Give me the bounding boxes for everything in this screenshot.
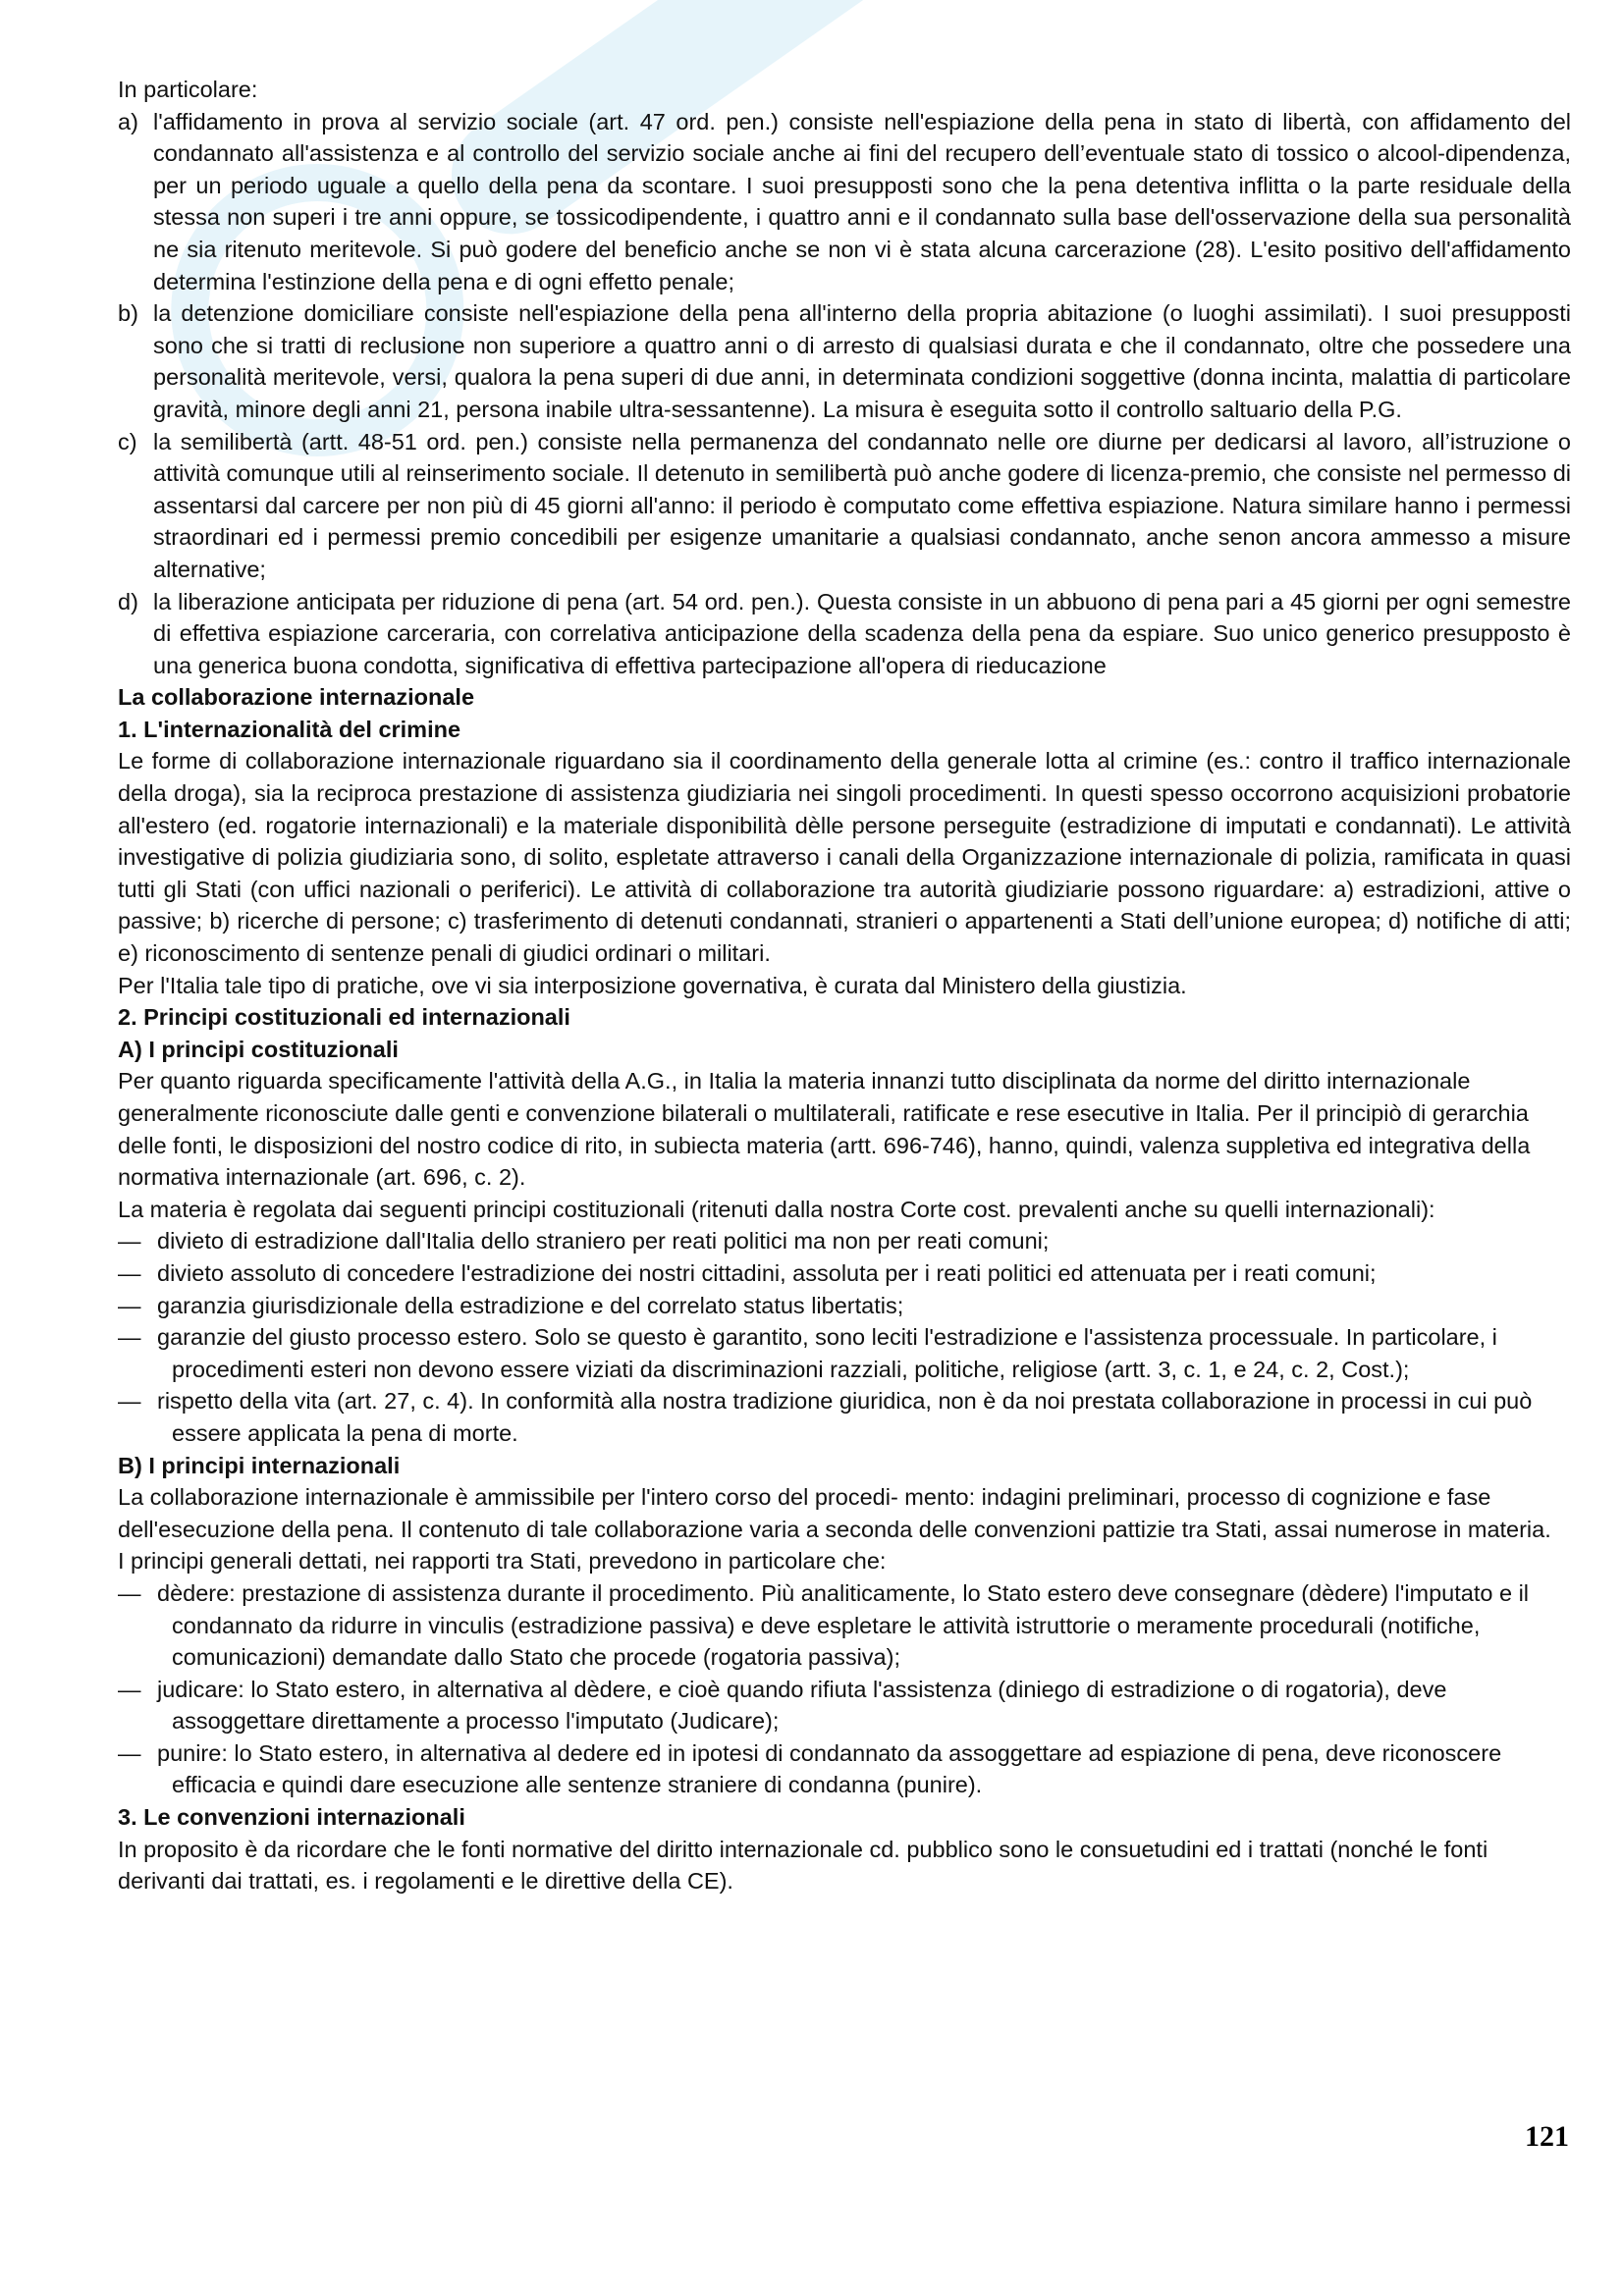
- list-text: l'affidamento in prova al servizio sociale (art. 47 ord. pen.) consiste nell'espiazione della pena in stato di libertà, con affidamento del condannato all'assistenza e al controllo del servizio sociale anche ai fini del recupero dell’eventuale stato di tossico o alcool-dipendenza, per un periodo uguale a quello della pena da scontare. I suoi presupposti sono che la pena detentiva inflitta o la parte residuale della stessa non superi i tre anni oppure, se tossicodipendente, i quattro anni e il condannato sulla base dell'osservazione della sua personalità ne sia ritenuto meritevole. Si può godere del beneficio anche se non vi è stata alcuna carcerazione (28). L'esito positivo dell'affidamento determina l'estinzione della pena e di ogni effetto penale;: [153, 108, 1571, 294]
- dash-item: [118, 1290, 1571, 1322]
- paragraph: Per quanto riguarda specificamente l'attività della A.G., in Italia la materia innanzi tutto disciplinata da norme del diritto internazionale generalmente riconosciute dalle genti e convenzione bilaterali o multilaterali, ratificate e rese esecutive in Italia. Per il principiò di gerarchia delle fonti, le disposizioni del nostro codice di rito, in subiecta materia (artt. 696-746), hanno, quindi, valenza suppletiva ed integrativa della normativa internazionale (art. 696, c. 2).: [118, 1068, 1531, 1191]
- section-heading: La collaborazione internazionale: [118, 684, 475, 711]
- list-text: la detenzione domiciliare consiste nell'espiazione della pena all'interno della propria abitazione (o luoghi assimilati). I suoi presupposti sono che si tratti di reclusione non superiore a quattro anni o di arresto di qualsiasi durata e che il condannato, oltre che possedere una personalità meritevole, versi, qualora la pena superi di due anni, in determinata condizioni soggettive (donna incinta, malattia di particolare gravità, minore degli anni 21, persona inabile ultra-sessantenne). La misura è eseguita sotto il controllo saltuario della P.G.: [153, 300, 1571, 422]
- list-label: d): [118, 588, 138, 614]
- paragraph: In proposito è da ricordare che le fonti normative del diritto internazionale cd. pubblico sono le consuetudini ed i trattati (nonché le fonti derivanti dai trattati, es. i regolamenti e le direttive della CE).: [118, 1836, 1488, 1895]
- document-page: [118, 74, 1571, 1897]
- dash-text: garanzia giurisdizionale della estradizione e del correlato status libertatis;: [157, 1292, 904, 1318]
- subsection-heading: 3. Le convenzioni internazionali: [118, 1804, 465, 1831]
- subsection-heading: 2. Principi costituzionali ed internazionali: [118, 1004, 570, 1031]
- paragraph: Le forme di collaborazione internazionale riguardano sia il coordinamento della generale lotta al crimine (es.: contro il traffico internazionale della droga), sia la reciproca prestazione di assistenza giudiziaria nei singoli procedimenti. In questi spesso occorrono acquisizioni probatorie all'estero (ed. rogatorie internazionali) e la materiale disponibilità dèlle persone perseguite (estradizione di imputati e condannati). Le attività investigative di polizia giudiziaria sono, di solito, espletate attraverso i canali della Organizzazione internazionale di polizia, ramificata in quasi tutti gli Stati (con uffici nazionali o periferici). Le attività di collaborazione tra autorità giudiziarie possono riguardare: a) estradizioni, attive o passive; b) ricerche di persone; c) trasferimento di detenuti condannati, stranieri o appartenenti a Stati dell’unione europea; d) notifiche di atti; e) riconoscimento di sentenze penali di giudici ordinari o militari.: [118, 748, 1571, 967]
- dash-text: rispetto della vita (art. 27, c. 4). In conformità alla nostra tradizione giuridica, non è da noi prestata collaborazione in processi in cui può essere applicata la pena di morte.: [157, 1388, 1533, 1446]
- dash-text: divieto di estradizione dall'Italia dello straniero per reati politici ma non per reati comuni;: [157, 1228, 1050, 1255]
- dash-bullet: —: [118, 1259, 141, 1286]
- dash-bullet: —: [118, 1324, 141, 1351]
- dash-bullet: —: [118, 1739, 141, 1766]
- page-number: 121: [1525, 2120, 1569, 2153]
- dash-bullet: —: [118, 1676, 141, 1702]
- dash-item: [118, 1225, 1571, 1257]
- dash-bullet: —: [118, 1579, 141, 1606]
- dash-item: [118, 1737, 1571, 1801]
- paragraph: I principi generali dettati, nei rapporti tra Stati, prevedono in particolare che:: [118, 1548, 887, 1575]
- dash-bullet: —: [118, 1388, 141, 1415]
- paragraph: La materia è regolata dai seguenti principi costituzionali (ritenuti dalla nostra Corte cost. prevalenti anche su quelli internazionali):: [118, 1196, 1435, 1222]
- dash-item: [118, 1385, 1571, 1449]
- dash-text: divieto assoluto di concedere l'estradizione dei nostri cittadini, assoluta per i reati politici ed attenuata per i reati comuni;: [157, 1259, 1377, 1286]
- list-label: c): [118, 428, 137, 454]
- dash-item: [118, 1321, 1571, 1385]
- list-item-a: [118, 106, 1571, 298]
- dash-bullet: —: [118, 1228, 141, 1255]
- intro-text: In particolare:: [118, 77, 258, 102]
- dash-item: [118, 1257, 1571, 1290]
- list-item-c: [118, 426, 1571, 586]
- dash-text: punire: lo Stato estero, in alternativa al dedere ed in ipotesi di condannato da assoggettare ad espiazione di pena, deve riconoscere efficacia e quindi dare esecuzione alle sentenze straniere di condanna (punire).: [157, 1739, 1502, 1798]
- paragraph: La collaborazione internazionale è ammissibile per l'intero corso del procedi- mento: indagini preliminari, processo di cognizione e fase dell'esecuzione della pena. Il contenuto di tale collaborazione varia a seconda delle convenzioni pattizie tra Stati, assai numerose in materia.: [118, 1484, 1551, 1542]
- dash-text: judicare: lo Stato estero, in alternativa al dèdere, e cioè quando rifiuta l'assistenza (diniego di estradizione o di rogatoria), deve assoggettare direttamente a processo l'imputato (Judicare);: [157, 1676, 1447, 1735]
- paragraph: Per l'Italia tale tipo di pratiche, ove vi sia interposizione governativa, è curata dal Ministero della giustizia.: [118, 972, 1187, 998]
- list-label: a): [118, 108, 138, 134]
- list-text: la semilibertà (artt. 48-51 ord. pen.) consiste nella permanenza del condannato nelle ore diurne per dedicarsi al lavoro, all’istruzione o attività comunque utili al reinserimento sociale. Il detenuto in semilibertà può anche godere di licenza-premio, che consiste nel permesso di assentarsi dal carcere per non più di 45 giorni all'anno: il periodo è computato come effettiva espiazione. Natura similare hanno i permessi straordinari ed i permessi premio concedibili per esigenze umanitarie a qualsiasi condannato, anche senon ancora ammesso a misure alternative;: [153, 428, 1571, 582]
- list-item-b: [118, 297, 1571, 425]
- subsection-heading: A) I principi costituzionali: [118, 1036, 399, 1062]
- dash-item: [118, 1674, 1571, 1737]
- dash-bullet: —: [118, 1292, 141, 1318]
- dash-text: garanzie del giusto processo estero. Solo se questo è garantito, sono leciti l'estradizione e l'assistenza processuale. In particolare, i procedimenti esteri non devono essere viziati da discriminazioni razziali, politiche, religiose (artt. 3, c. 1, e 24, c. 2, Cost.);: [157, 1324, 1497, 1382]
- subsection-heading: 1. L'internazionalità del crimine: [118, 716, 461, 742]
- dash-item: [118, 1577, 1571, 1674]
- list-text: la liberazione anticipata per riduzione di pena (art. 54 ord. pen.). Questa consiste in un abbuono di pena pari a 45 giorni per ogni semestre di effettiva espiazione carceraria, con correlativa anticipazione della scadenza della pena da espiare. Suo unico generico presupposto è una generica buona condotta, significativa di effettiva partecipazione all'opera di rieducazione: [153, 588, 1571, 678]
- dash-text: dèdere: prestazione di assistenza durante il procedimento. Più analiticamente, lo Stato estero deve consegnare (dèdere) l'imputato e il condannato da ridurre in vinculis (estradizione passiva) e deve espletare le attività istruttorie o meramente procedurali (notifiche, comunicazioni) demandate dallo Stato che procede (rogatoria passiva);: [157, 1579, 1530, 1671]
- subsection-heading: B) I principi internazionali: [118, 1452, 401, 1478]
- list-label: b): [118, 300, 138, 327]
- list-item-d: [118, 586, 1571, 682]
